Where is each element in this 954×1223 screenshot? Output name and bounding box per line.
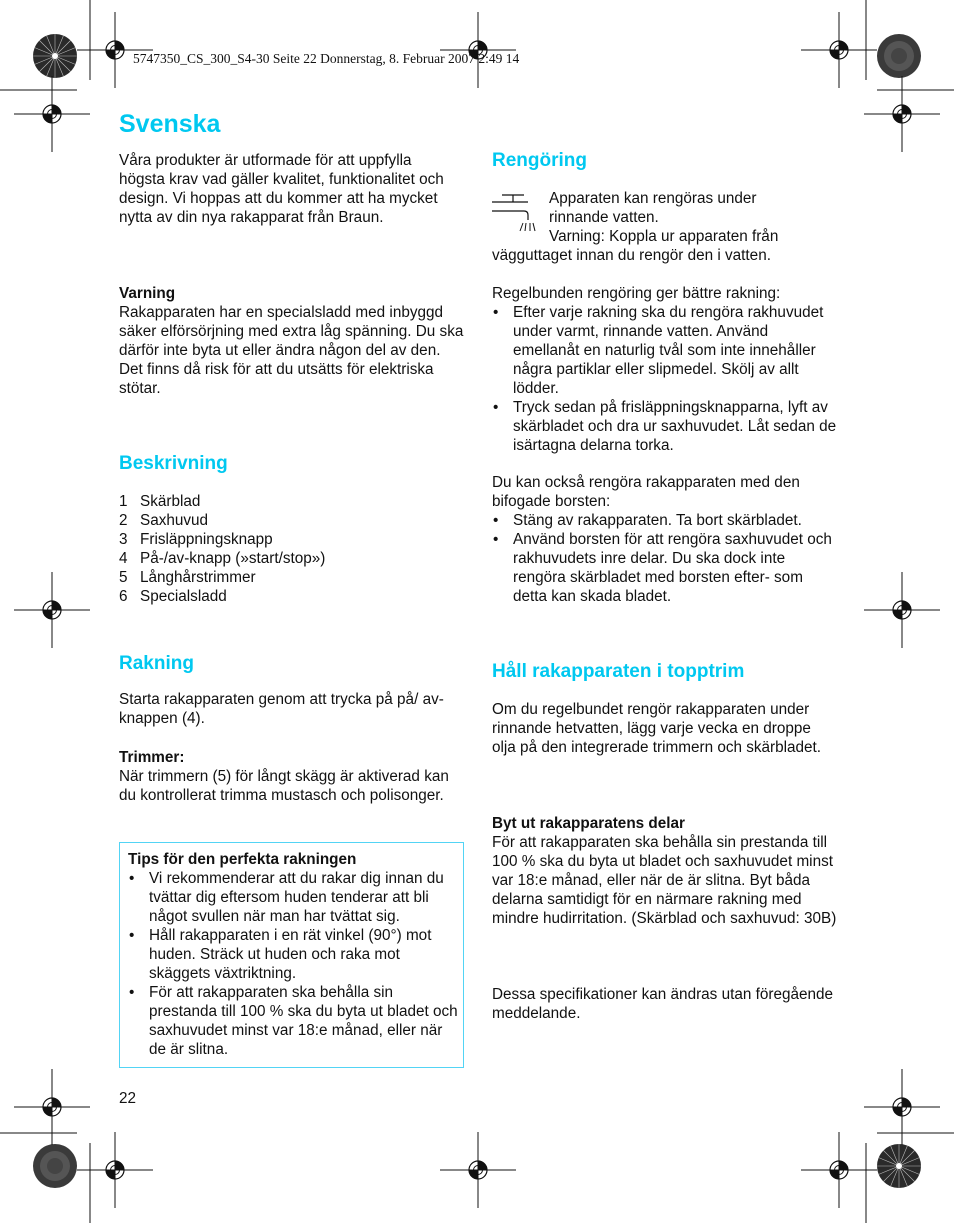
trimmer-text: När trimmern (5) för långt skägg är aktiverad kan du kontrollerat trimma mustasch och polisonger.	[119, 768, 449, 804]
regular-cleaning-list	[492, 303, 837, 455]
shaving-heading: Rakning	[119, 653, 194, 674]
page-number: 22	[119, 1090, 137, 1107]
tips-list	[128, 869, 458, 1059]
tips-item: • Vi rekommenderar att du rakar dig innan du tvättar dig eftersom huden tenderar att bli något svullen när man har tvättat sig.	[128, 869, 458, 926]
trimmer-heading: Trimmer:	[119, 749, 185, 766]
maintenance-text: Om du regelbundet rengör rakapparaten under rinnande hetvatten, lägg varje vecka en droppe olja på den integrerade trimmern och skärbladet.	[492, 701, 822, 756]
brush-intro: Du kan också rengöra rakapparaten med den bifogade borsten:	[492, 474, 800, 510]
description-item: 6 Specialsladd	[119, 588, 227, 605]
tips-box	[119, 842, 464, 1068]
regular-cleaning-item: • Tryck sedan på frisläppningsknapparna, lyft av skärbladet och dra ur saxhuvudet. Låt sedan de isärtagna delarna torka.	[492, 398, 837, 455]
tips-item: • För att rakapparaten ska behålla sin prestanda till 100 % ska du byta ut bladet och saxhuvudet minst var 18:e månad, eller när de är slitna.	[128, 983, 458, 1059]
page-title: Svenska	[119, 110, 221, 138]
description-item: 1 Skärblad	[119, 493, 201, 510]
maintenance-heading: Håll rakapparaten i topptrim	[492, 661, 745, 682]
description-heading: Beskrivning	[119, 453, 228, 474]
cleaning-icon-text: Apparaten kan rengöras under rinnande vatten.	[549, 190, 757, 226]
replace-parts-text: För att rakapparaten ska behålla sin prestanda till 100 % ska du byta ut bladet och saxhuvudet minst var 18:e månad, eller när de är slitna. Byt båda delarna samtidigt för en närmare rakning med mindre hudirritation. (Skärblad och saxhuvud: 30B)	[492, 834, 837, 927]
description-item: 3 Frisläppningsknapp	[119, 531, 273, 548]
brush-item: • Använd borsten för att rengöra saxhuvudet och rakhuvudets inre delar. Du ska dock inte rengöra skärbladet med borsten efter- som detta kan skada bladet.	[492, 530, 837, 606]
replace-parts-heading: Byt ut rakapparatens delar	[492, 815, 685, 832]
cleaning-heading: Rengöring	[492, 150, 587, 171]
description-item: 4 På-/av-knapp (»start/stop»)	[119, 550, 326, 567]
description-item: 5 Långhårstrimmer	[119, 569, 256, 586]
disclaimer-text: Dessa specifikationer kan ändras utan föregående meddelande.	[492, 986, 833, 1022]
description-list	[119, 492, 459, 606]
shaving-text: Starta rakapparaten genom att trycka på på/ av-knappen (4).	[119, 691, 444, 727]
warning-text: Rakapparaten har en specialsladd med inbyggd säker elförsörjning med extra låg spänning. Du ska därför inte byta ut eller ändra någon del av den. Det finns då risk för att du utsätts för elektriska stötar.	[119, 304, 464, 397]
regular-cleaning-item: • Efter varje rakning ska du rengöra rakhuvudet under varmt, rinnande vatten. Använd emellanåt en naturlig tvål som inte innehåller några partiklar eller slipmedel. Skölj av allt lödder.	[492, 303, 837, 398]
regular-cleaning-intro: Regelbunden rengöring ger bättre rakning:	[492, 285, 781, 302]
description-item: 2 Saxhuvud	[119, 512, 209, 529]
brush-list	[492, 511, 837, 606]
print-header-line: 5747350_CS_300_S4-30 Seite 22 Donnerstag, 8. Februar 2007 2:49 14	[133, 51, 520, 66]
warning-heading: Varning	[119, 285, 176, 302]
intro-paragraph: Våra produkter är utformade för att uppfylla högsta krav vad gäller kvalitet, funktionalitet och design. Vi hoppas att du kommer att ha mycket nytta av din nya rakapparat från Braun.	[119, 152, 444, 226]
brush-item: • Stäng av rakapparaten. Ta bort skärbladet.	[492, 511, 837, 530]
cleaning-warning: Varning: Koppla ur apparaten från vägguttaget innan du rengör den i vatten.	[492, 228, 779, 264]
tips-item: • Håll rakapparaten i en rät vinkel (90°) mot huden. Sträck ut huden och raka mot skäggets växtriktning.	[128, 926, 458, 983]
tips-heading: Tips för den perfekta rakningen	[128, 851, 357, 868]
